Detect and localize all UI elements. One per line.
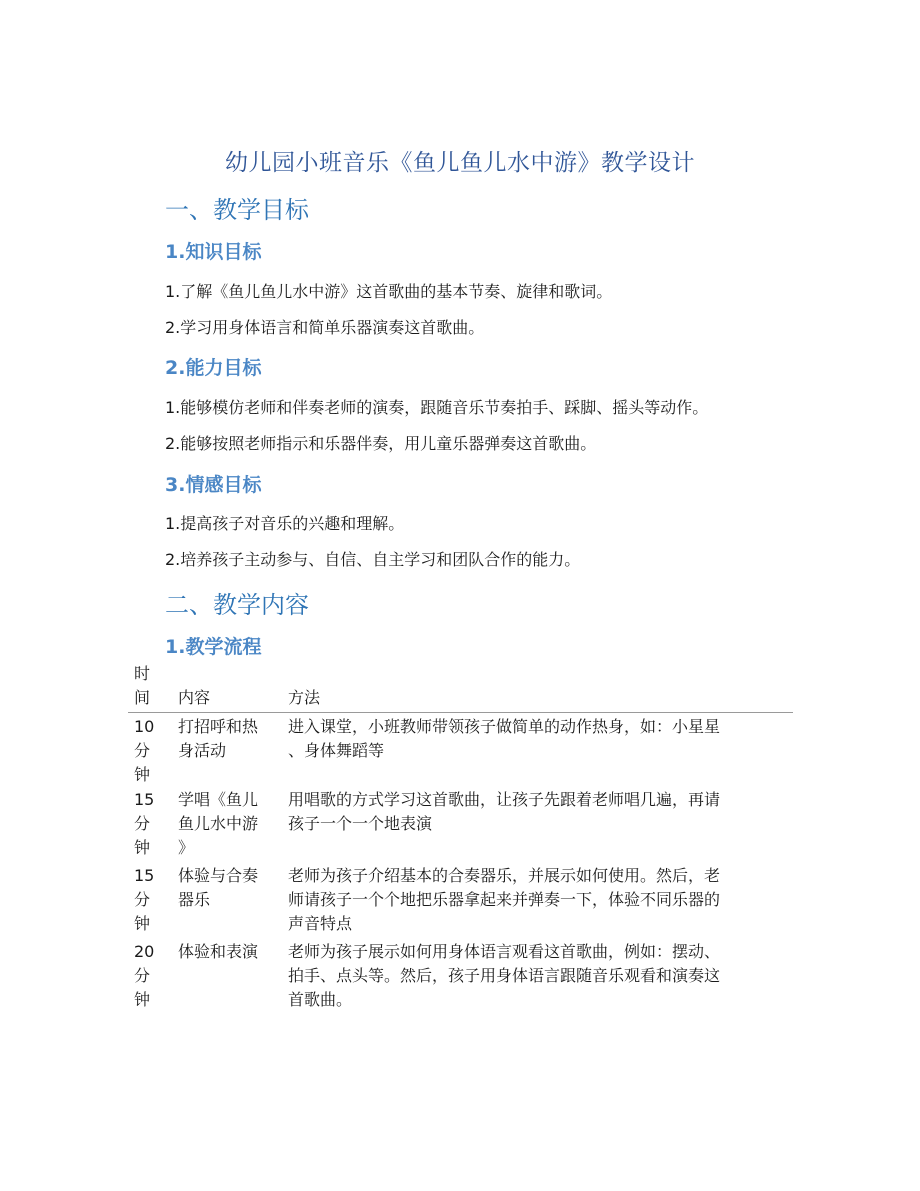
paragraph: 2.学习用身体语言和简单乐器演奏这首歌曲。 — [165, 318, 485, 337]
header-method: 方法 — [288, 688, 321, 707]
row-method: 用唱歌的方式学习这首歌曲，让孩子先跟着老师唱几遍，再请 孩子一个一个地表演 — [288, 790, 721, 833]
table-header — [128, 660, 793, 713]
section-heading-objectives: 一、教学目标 — [165, 196, 309, 224]
row-time: 15 分 钟 — [134, 866, 155, 933]
section-heading-content: 二、教学内容 — [165, 591, 309, 619]
paragraph: 1.提高孩子对音乐的兴趣和理解。 — [165, 514, 405, 533]
header-content: 内容 — [178, 688, 211, 707]
document-title: 幼儿园小班音乐《鱼儿鱼儿水中游》教学设计 — [225, 150, 695, 176]
row-time: 20 分 钟 — [134, 942, 155, 1009]
header-time: 时 间 — [134, 664, 151, 707]
paragraph: 2.能够按照老师指示和乐器伴奏，用儿童乐器弹奏这首歌曲。 — [165, 434, 597, 453]
paragraph: 1.能够模仿老师和伴奏老师的演奏，跟随音乐节奏拍手、踩脚、摇头等动作。 — [165, 398, 709, 417]
paragraph: 1.了解《鱼儿鱼儿水中游》这首歌曲的基本节奏、旋律和歌词。 — [165, 282, 613, 301]
schedule-table — [128, 660, 793, 1020]
paragraph: 2.培养孩子主动参与、自信、自主学习和团队合作的能力。 — [165, 550, 581, 569]
table-row — [128, 940, 793, 1020]
table-row — [128, 788, 793, 864]
subheading-knowledge: 1.知识目标 — [165, 241, 262, 263]
subheading-emotion: 3.情感目标 — [165, 474, 262, 496]
row-content: 学唱《鱼儿 鱼儿水中游 》 — [178, 790, 259, 857]
row-content: 体验与合奏 器乐 — [178, 866, 259, 909]
row-time: 15 分 钟 — [134, 790, 155, 857]
subheading-ability: 2.能力目标 — [165, 357, 262, 379]
table-row — [128, 713, 793, 788]
table-row — [128, 864, 793, 940]
row-time: 10 分 钟 — [134, 717, 155, 784]
row-method: 进入课堂，小班教师带领孩子做简单的动作热身，如：小星星 、身体舞蹈等 — [288, 717, 721, 760]
subheading-process: 1.教学流程 — [165, 636, 262, 658]
row-content: 打招呼和热 身活动 — [178, 717, 259, 760]
row-content: 体验和表演 — [178, 942, 259, 961]
row-method: 老师为孩子介绍基本的合奏器乐，并展示如何使用。然后，老 师请孩子一个个地把乐器拿起来并弹奏一下，体验不同乐器的 声音特点 — [288, 866, 721, 933]
row-method: 老师为孩子展示如何用身体语言观看这首歌曲，例如：摆动、 拍手、点头等。然后，孩子用身体语言跟随音乐观看和演奏这 首歌曲。 — [288, 942, 721, 1009]
